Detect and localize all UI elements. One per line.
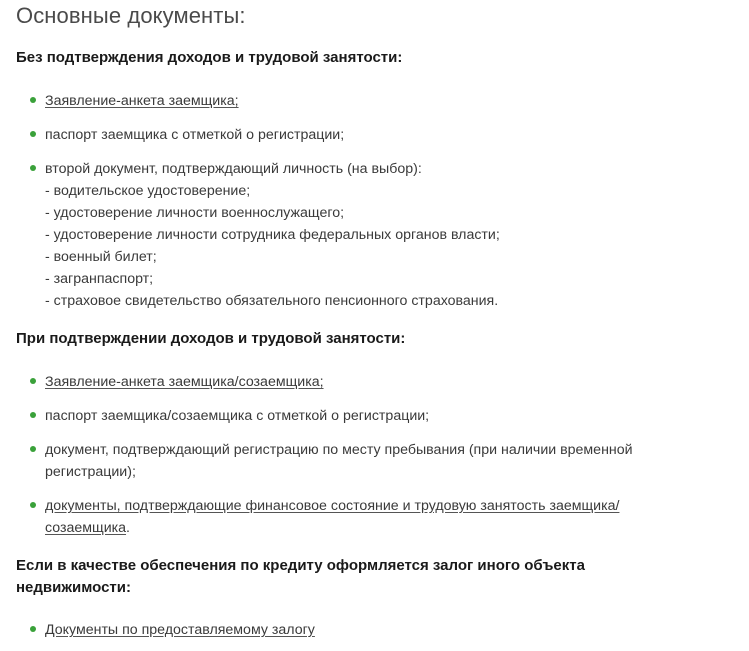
section-heading-with-income-proof: При подтверждении доходов и трудовой занятости: xyxy=(16,330,406,347)
section-heading-line: недвижимости: xyxy=(16,579,131,596)
list-item-text: второй документ, подтверждающий личность (на выбор): xyxy=(45,161,422,177)
page-title: Основные документы: xyxy=(16,3,246,28)
list-item-text: паспорт заемщика/созаемщика с отметкой о регистрации; xyxy=(45,408,430,424)
bullet-icon xyxy=(30,97,36,103)
bullet-icon xyxy=(30,502,36,508)
list-item xyxy=(30,439,740,483)
list-item xyxy=(30,495,740,539)
list-item-text: регистрации); xyxy=(45,464,136,480)
sub-item: - страховое свидетельство обязательного пенсионного страхования. xyxy=(45,293,499,309)
bullet-icon xyxy=(30,165,36,171)
bullet-icon xyxy=(30,131,36,137)
section-heading-line: Если в качестве обеспечения по кредиту оформляется залог иного объекта xyxy=(16,557,585,574)
sub-item: - удостоверение личности военнослужащего; xyxy=(45,205,345,221)
section-heading-no-income-proof: Без подтверждения доходов и трудовой занятости: xyxy=(16,49,403,66)
sub-item: - водительское удостоверение; xyxy=(45,183,251,199)
list-item xyxy=(30,124,740,146)
application-form-coborrower-link[interactable]: Заявление-анкета заемщика/созаемщика; xyxy=(45,374,324,390)
list-item xyxy=(30,405,740,427)
list-item-text: документ, подтверждающий регистрацию по месту пребывания (при наличии временной xyxy=(45,442,633,458)
documents-list-no-income-proof xyxy=(30,90,740,312)
bullet-icon xyxy=(30,412,36,418)
bullet-icon xyxy=(30,626,36,632)
section-heading-collateral xyxy=(16,555,585,599)
bullet-icon xyxy=(30,446,36,452)
bullet-icon xyxy=(30,378,36,384)
documents-list-collateral xyxy=(30,619,740,641)
list-item xyxy=(30,158,740,312)
list-item-text: паспорт заемщика с отметкой о регистрации; xyxy=(45,127,345,143)
list-item xyxy=(30,619,740,641)
list-item-suffix: . xyxy=(126,520,130,536)
list-item xyxy=(30,90,740,112)
financial-documents-link-continued[interactable]: созаемщика xyxy=(45,520,127,536)
sub-item: - военный билет; xyxy=(45,249,157,265)
documents-list-with-income-proof xyxy=(30,371,740,539)
list-item xyxy=(30,371,740,393)
financial-documents-link[interactable]: документы, подтверждающие финансовое состояние и трудовую занятость заемщика/ xyxy=(45,498,620,514)
collateral-documents-link[interactable]: Документы по предоставляемому залогу xyxy=(45,622,315,638)
sub-item: - удостоверение личности сотрудника федеральных органов власти; xyxy=(45,227,500,243)
sub-item: - загранпаспорт; xyxy=(45,271,154,287)
application-form-link[interactable]: Заявление-анкета заемщика; xyxy=(45,93,239,109)
